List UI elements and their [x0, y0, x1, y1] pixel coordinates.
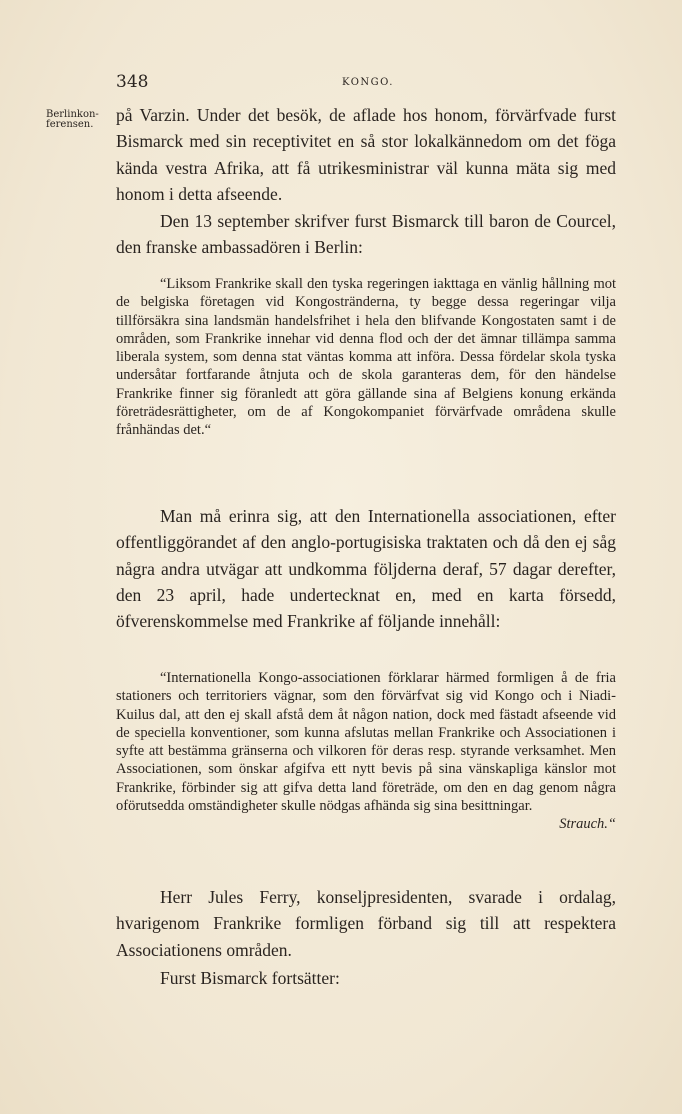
paragraph-1-container: [116, 102, 616, 207]
paragraph-4: Herr Jules Ferry, konseljpresidenten, svarade i ordalag, hvarigenom Frankrike formligen förband sig till att respektera Associationens områden.: [116, 887, 616, 960]
quote-2: [116, 669, 616, 833]
paragraph-5-container: [116, 965, 616, 991]
paragraph-5: Furst Bismarck fortsätter:: [160, 968, 340, 988]
running-head: KONGO.: [342, 77, 394, 88]
paragraph-1: på Varzin. Under det besök, de aflade hos honom, förvärfvade furst Bismarck med sin receptivitet en så stor lokalkännedom om det föga kända vestra Afrika, att få utrikesministrar väl kunna mäta sig med honom i detta afseende.: [116, 105, 616, 204]
quote-2-text: “Internationella Kongo-associationen förklarar härmed formligen å de fria stationers och territoriers vägnar, som den förvärfvat sig vid Kongo och i Niadi-Kuilus dal, att den ej skall afstå dem åt någon nation, dock med fästadt afseende vid de speciella konventioner, som kunna afslutas mellan Frankrike och Associationen i syfte att bestämma gränserna och vilkoren för deras resp. styrande verksamhet. Men Associationen, som önskar afgifva ett nytt bevis på sina vänskapliga känslor mot Frankrike, förbinder sig att gifva detta land företräde, om den en dag genom några oförutsedda omständigheter skulle nödgas afhända sig sina besittningar.: [116, 670, 616, 815]
page-header: [116, 72, 616, 94]
margin-note-line: ferensen.: [46, 119, 94, 130]
paragraph-3-container: [116, 503, 616, 634]
paragraph-2-container: [116, 208, 616, 261]
margin-note-line: Berlinkon-: [46, 109, 99, 120]
quote-1: “Liksom Frankrike skall den tyska regeringen iakttaga en vänlig hållning mot de belgiska företagen vid Kongostränderna, ty begge dessa regeringar vilja tillförsäkra sina landsmän handelsfrihet i hela den blifvande Kongostaten samt i de områden, som Frankrike innehar vid denna flod och der det ämnar tillämpa samma liberala system, som denna stat väntas komma att införa. Dessa fördelar skola tyska undersåtar fortfarande åtnjuta och de skola garanteras dem, för den händelse Frankrike finner sig föranledt att göra gällande sina af Belgiens konung erkända företrädesrättigheter, om de af Kongokompaniet förvärfvade områdena skulle frånhändas det.“: [116, 276, 616, 439]
quote-2-signature: Strauch.“: [559, 816, 616, 833]
paragraph-2: Den 13 september skrifver furst Bismarck till baron de Courcel, den franske ambassadören i Berlin:: [116, 211, 616, 258]
quote-2-container: [116, 669, 616, 834]
margin-note: [46, 110, 112, 130]
paragraph-3: Man må erinra sig, att den Internationella associationen, efter offentliggörandet af den anglo-portugisiska traktaten och då den ej såg några andra utvägar att undkomma följderna deraf, 57 dagar derefter, den 23 april, hade undertecknat en, med en karta försedd, öfverenskommelse med Frankrike af följande innehåll:: [116, 506, 616, 632]
page-number: 348: [116, 72, 149, 92]
quote-1-container: [116, 275, 616, 440]
paragraph-4-container: [116, 884, 616, 963]
